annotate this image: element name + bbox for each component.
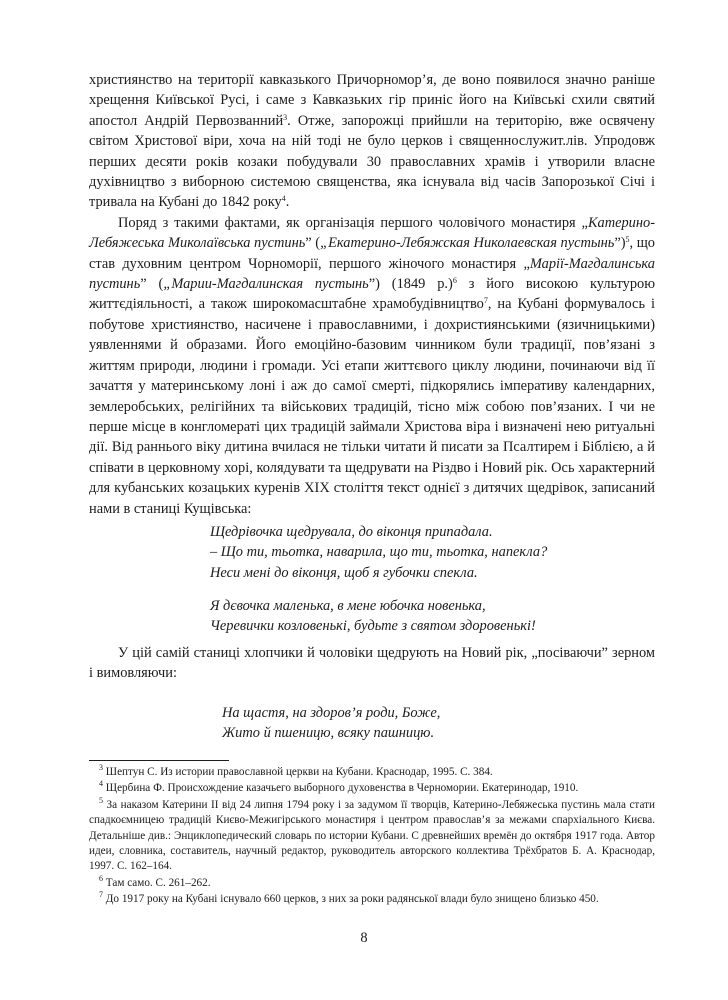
italic-run: Катерино-Лебяжеська Миколаївська пустинь xyxy=(89,214,655,252)
footnote-number: 4 xyxy=(99,779,103,789)
verse-line: Черевички козловенькі, будьте з святом здоровенькі! xyxy=(210,618,536,635)
paragraph-2 xyxy=(89,213,655,519)
footnotes xyxy=(89,765,655,909)
footnote xyxy=(89,892,655,907)
verse-line: Щедрівочка щедрувала, до віконця припадала. xyxy=(210,524,493,540)
footnote-number: 6 xyxy=(99,873,103,883)
text-run: ” ( xyxy=(305,235,321,252)
italic-run: „Марии-Магдалинская пустынь xyxy=(163,276,369,293)
footnote-text: Там само. С. 261–262. xyxy=(103,876,211,889)
footnote-separator xyxy=(89,760,229,761)
footnote-ref: 3 xyxy=(283,112,288,122)
footnote xyxy=(89,873,655,891)
footnote-ref: 6 xyxy=(452,276,457,286)
italic-run: „Екатерино-Лебяжская Николаевская пустынь xyxy=(320,235,615,252)
text-run: з його високою культурою життєдіяльності, а також широкомасштабне храмобудівництво xyxy=(89,276,655,313)
footnote-text: До 1917 року на Кубані існувало 660 церков, з них за роки радянської влади було знищено близько 450. xyxy=(103,893,599,906)
footnote xyxy=(89,795,655,875)
verse-stanza-3 xyxy=(222,703,642,744)
paragraph-3: У цій самій станиці хлопчики й чоловіки щедрують на Новий рік, „посіваючи” зерном і вимовляючи: xyxy=(89,645,655,682)
footnote-ref: 4 xyxy=(281,194,286,204)
footnote xyxy=(89,765,655,780)
verse-stanza-1 xyxy=(210,522,630,583)
text-run: Поряд з такими фактами, як організація першого чоловічого монастиря „ xyxy=(118,214,588,231)
text-run: , на Кубані формувалось і побутове християнство, насичене і православними, і дохристиянськими (язичницькими) уявленнями й образами. Його емоційно-базовим чинником були традиції, пов’язані з життям природи, людини і громади. Усі етапи життєвого циклу людини, починаючи від її зачаття у материнському лоні і аж до самої смерті, підкорялись імперативу календарних, землеробських, релігійних та військових традицій, тісно між собою пов’язаних. І чи не перше місце в конгломераті цих традицій займали Христова віра і визначені нею ритуальні дії. Від раннього віку дитина вчилася не тільки читати й писати за Псалтирем і Біблією, а й співати в церковному хорі, колядувати та щедрувати на Різдво і Новий рік. Ось характерний для кубанських козацьких куренів XIX століття текст однієї з дитячих щедрівок, записаний нами в станиці Кущівська: xyxy=(89,296,655,517)
italic-run: Марії-Магдалинська пустинь xyxy=(89,255,655,293)
footnote-text: Щербина Ф. Происхождение казачьего выборного духовенства в Черномории. Екатеринодар, 1910. xyxy=(103,782,579,795)
footnote-ref: 5 xyxy=(625,235,630,245)
verse-stanza-2 xyxy=(210,596,630,637)
footnote-number: 3 xyxy=(99,763,103,772)
verse-line: – Що ти, тьотка, наварила, що ти, тьотка, напекла? xyxy=(210,544,548,561)
footnote-number: 5 xyxy=(99,795,103,805)
footnote-ref: 7 xyxy=(483,296,488,306)
text-run: ”) (1849 р.) xyxy=(368,276,453,293)
verse-line: Жито й пшеницю, всяку пашницю. xyxy=(222,725,435,742)
verse-line: Неси мені до віконця, щоб я губочки спекла. xyxy=(210,564,478,581)
footnote-text: Шептун С. Из истории православной церкви на Кубани. Краснодар, 1995. С. 384. xyxy=(103,766,493,778)
verse-line: Я дєвочка маленька, в мене юбочка новенька, xyxy=(210,598,486,614)
text-run: християнство на території кавказького Причорномор’я, де воно появилося значно раніше хрещення Київської Русі, і саме з Кавказьких гір приніс його на Київські схили святий апостол Андрій Первозванний xyxy=(89,72,655,129)
main-text xyxy=(89,70,655,519)
text-run: . xyxy=(285,194,290,211)
text-run: ”) xyxy=(614,235,626,252)
footnote-text: За наказом Катерини II від 24 липня 1794 року і за задумом її творців, Катерино-Лебяжеська пустинь мала стати спадкоємницею традицій Києво-Межигірського монастиря і центром православ’я за межами спархіального Києва. Детальніше див.: Энциклопедический словарь по истории Кубани. С древнейших времён до октября 1917 года. Автор идеи, словника, составитель, научный редактор, руководитель авторского коллектива Трёхбратов Б. А. Краснодар, 1997. С. 162–164. xyxy=(89,798,655,873)
footnote xyxy=(89,781,655,796)
text-run: ” ( xyxy=(140,276,164,293)
footnote-number: 7 xyxy=(99,890,103,900)
text-run: . Отже, запорожці прийшли на територію, вже освячену світом Христової віри, хоча на ній тоді не було церков і священнослужит.лів. Упродовж перших десяти років козаки побудували 30 православних храмів і утворили власне духівництво з виборною системою священства, яка існувала від часів Запорозької Січі і тривала на Кубані до 1842 року xyxy=(89,112,655,211)
text-run: , що став духовним центром Чорноморії, першого жіночого монастиря „ xyxy=(89,235,655,272)
paragraph-1 xyxy=(89,70,655,213)
verse-line: На щастя, на здоров’я роди, Боже, xyxy=(222,705,441,721)
page-number: 8 xyxy=(360,930,368,946)
